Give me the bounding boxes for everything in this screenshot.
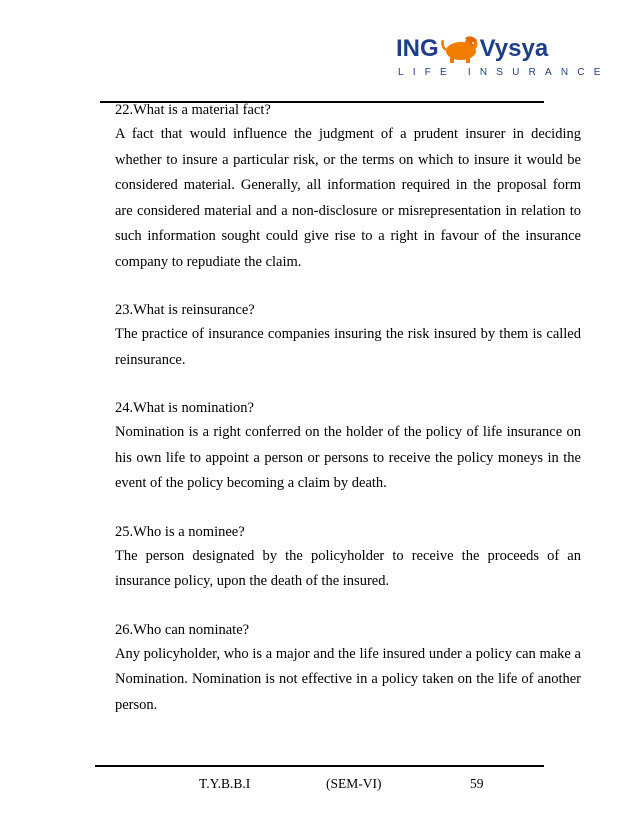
logo-word-vysya: Vysya	[479, 35, 549, 62]
question-heading: 26.Who can nominate?	[115, 621, 250, 638]
ing-vysya-logo	[396, 34, 610, 84]
answer-paragraph: A fact that would influence the judgment of a prudent insurer in deciding whether to insure a particular risk, or the terms on which to insure it would be considered material. Generally, all information required in the proposal form are considered material and a non-disclosure or misrepresentation in relation to such information sought could give rise to a right in favour of the insurance company to repudiate the claim.	[115, 126, 581, 270]
qa-section	[115, 396, 581, 497]
footer-semester: (SEM-VI)	[326, 776, 382, 791]
question-heading: 23.What is reinsurance?	[115, 302, 255, 318]
answer-paragraph: The practice of insurance companies insuring the risk insured by them is called reinsurance.	[115, 326, 581, 368]
logo-wordmark	[396, 34, 548, 64]
qa-section	[115, 520, 581, 595]
answer-paragraph: Any policyholder, who is a major and the life insured under a policy can make a Nomination. Nomination is not effective in a policy taken on the life of another person.	[115, 645, 581, 713]
qa-section	[115, 98, 581, 275]
logo-word-ing: ING	[396, 35, 439, 62]
question-heading: 25.Who is a nominee?	[115, 523, 245, 540]
footer-page-number: 59	[470, 776, 484, 791]
logo-tagline: LIFE INSURANCE	[398, 67, 610, 78]
qa-section	[115, 298, 581, 373]
question-heading: 24.What is nomination?	[115, 400, 254, 416]
qa-section	[115, 618, 581, 719]
lion-icon	[441, 34, 479, 64]
qa-content	[115, 98, 581, 741]
question-heading: 22.What is a material fact?	[115, 102, 271, 118]
answer-paragraph: Nomination is a right conferred on the holder of the policy of life insurance on his own life to appoint a person or persons to receive the policy moneys in the event of the policy becoming a claim by death.	[115, 424, 581, 491]
footer-course: T.Y.B.B.I	[199, 776, 251, 791]
answer-paragraph: The person designated by the policyholder to receive the proceeds of an insurance policy, upon the death of the insured.	[115, 547, 581, 589]
footer-rule	[95, 765, 544, 767]
